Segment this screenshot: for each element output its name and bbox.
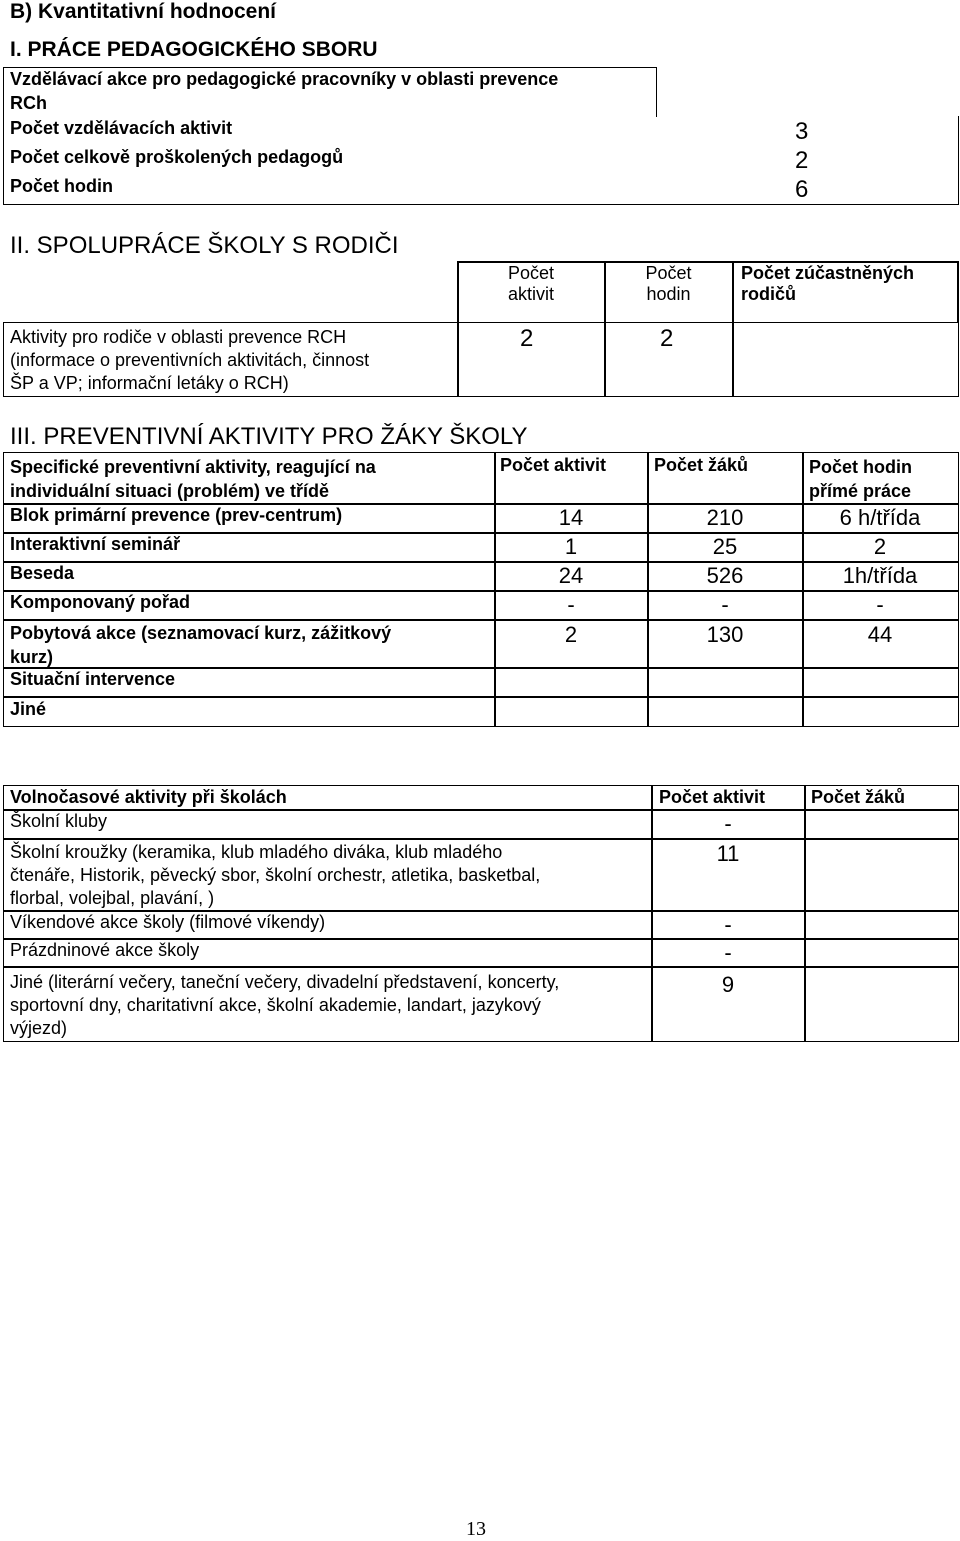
row-label-line: sportovní dny, charitativní akce, školní akademie, landart, jazykový (10, 995, 541, 1015)
main-heading: B) Kvantitativní hodnocení (10, 0, 277, 23)
table-row-label: Situační intervence (10, 669, 176, 689)
section-3-head-label (10, 455, 376, 503)
row-label-line: florbal, volejbal, plavání, ) (10, 888, 215, 908)
col-header-line: hodin (646, 284, 691, 304)
table-row-label (10, 841, 540, 910)
section-2-col-rodicu (741, 263, 914, 305)
table-row-label (10, 621, 391, 669)
page-number: 13 (466, 1518, 486, 1540)
table-row-aktivit: 9 (721, 972, 735, 997)
table-row-label: Beseda (10, 563, 75, 583)
table-row-hodin: 6 h/třída (839, 505, 921, 530)
table-row-aktivit: 2 (564, 622, 578, 647)
table-row-label: Víkendové akce školy (filmové víkendy) (10, 912, 326, 932)
row-label-line: Školní kroužky (keramika, klub mladého diváka, klub mladého (10, 842, 503, 862)
table-row-zaku: 25 (712, 534, 738, 559)
table-row-hodin: 2 (873, 534, 887, 559)
table-row-aktivit: 11 (716, 841, 740, 866)
table-row-label: Prázdninové akce školy (10, 940, 200, 960)
section-1-title: I. PRÁCE PEDAGOGICKÉHO SBORU (10, 38, 378, 61)
section-1-row-value: 6 (795, 176, 809, 203)
section-1-row-label: Počet vzdělávacích aktivit (10, 118, 233, 138)
section-2-title: II. SPOLUPRÁCE ŠKOLY S RODIČI (10, 232, 399, 259)
head-line: přímé práce (809, 481, 912, 501)
table-row-zaku: 130 (706, 622, 744, 647)
table-row-label: Blok primární prevence (prev-centrum) (10, 505, 343, 525)
section-1-row-value: 2 (795, 147, 809, 174)
section-2-row-label (10, 326, 369, 395)
section-2-row-aktivit: 2 (520, 325, 534, 352)
section-2-col-hodin (605, 263, 732, 305)
section-1-header-line2: RCh (10, 93, 47, 113)
section-1-header-line1: Vzdělávací akce pro pedagogické pracovníky v oblasti prevence (10, 69, 559, 89)
row-label-line: ŠP a VP; informační letáky o RCH) (10, 373, 289, 393)
col-divider (804, 785, 806, 1042)
head-line: Specifické preventivní aktivity, reagující na (10, 457, 376, 477)
table-row-zaku: 526 (706, 563, 744, 588)
table-row-aktivit: 14 (558, 505, 584, 530)
table-row-label: Školní kluby (10, 811, 108, 831)
row-label-line: (informace o preventivních aktivitách, činnost (10, 350, 370, 370)
section-1-row-value: 3 (795, 118, 809, 145)
section-2-divider (457, 322, 459, 396)
col-header-line: Počet (645, 263, 692, 283)
row-label-line: kurz) (10, 647, 54, 667)
row-label-line: Jiné (literární večery, taneční večery, divadelní představení, koncerty, (10, 972, 560, 992)
row-divider (3, 966, 959, 968)
table-row-zaku: 210 (706, 505, 744, 530)
section-2-col-aktivit (458, 263, 604, 305)
table-row-aktivit: - (724, 811, 732, 836)
table-row-aktivit: - (724, 940, 732, 965)
row-label-line: čtenáře, Historik, pěvecký sbor, školní orchestr, atletika, basketbal, (10, 865, 541, 885)
head-line: individuální situaci (problém) ve třídě (10, 481, 330, 501)
col-divider (647, 452, 649, 727)
row-divider (3, 809, 959, 811)
col-header-line: Počet zúčastněných (741, 263, 915, 283)
section-2-divider (732, 261, 734, 397)
table-row-aktivit: - (724, 912, 732, 937)
section-4-head-zaku: Počet žáků (811, 787, 906, 807)
table-row-label: Jiné (10, 699, 47, 719)
section-2-row-hodin: 2 (660, 325, 674, 352)
row-divider (3, 838, 959, 840)
row-label-line: Aktivity pro rodiče v oblasti prevence RCH (10, 327, 347, 347)
col-header-line: rodičů (741, 284, 797, 304)
section-3-head-aktivit: Počet aktivit (500, 455, 607, 475)
col-divider (802, 452, 804, 727)
table-row-aktivit: 1 (564, 534, 578, 559)
section-4-head-label: Volnočasové aktivity při školách (10, 787, 287, 807)
row-label-line: výjezd) (10, 1018, 68, 1038)
row-label-line: Pobytová akce (seznamovací kurz, zážitkový (10, 623, 392, 643)
col-divider (494, 452, 496, 727)
table-row-aktivit: - (567, 592, 575, 617)
section-1-row-label: Počet celkově proškolených pedagogů (10, 147, 344, 167)
table-row-aktivit: 24 (558, 563, 584, 588)
table-row-label: Komponovaný pořad (10, 592, 191, 612)
table-row-hodin: 44 (867, 622, 893, 647)
table-row-label (10, 971, 559, 1040)
table-row-hodin: 1h/třída (842, 563, 918, 588)
row-divider (3, 696, 959, 698)
section-3-title: III. PREVENTIVNÍ AKTIVITY PRO ŽÁKY ŠKOLY (10, 423, 528, 450)
section-3-head-hodin (809, 455, 912, 503)
head-line: Počet hodin (809, 457, 912, 477)
table-row-zaku: - (721, 592, 729, 617)
section-3-head-zaku: Počet žáků (654, 455, 749, 475)
col-header-line: Počet (507, 263, 555, 283)
table-row-hodin: - (876, 592, 884, 617)
section-2-divider (957, 261, 959, 323)
section-1-row-label: Počet hodin (10, 176, 113, 196)
table-row-label: Interaktivní seminář (10, 534, 181, 554)
col-header-line: aktivit (507, 284, 554, 304)
section-4-head-aktivit: Počet aktivit (659, 787, 766, 807)
